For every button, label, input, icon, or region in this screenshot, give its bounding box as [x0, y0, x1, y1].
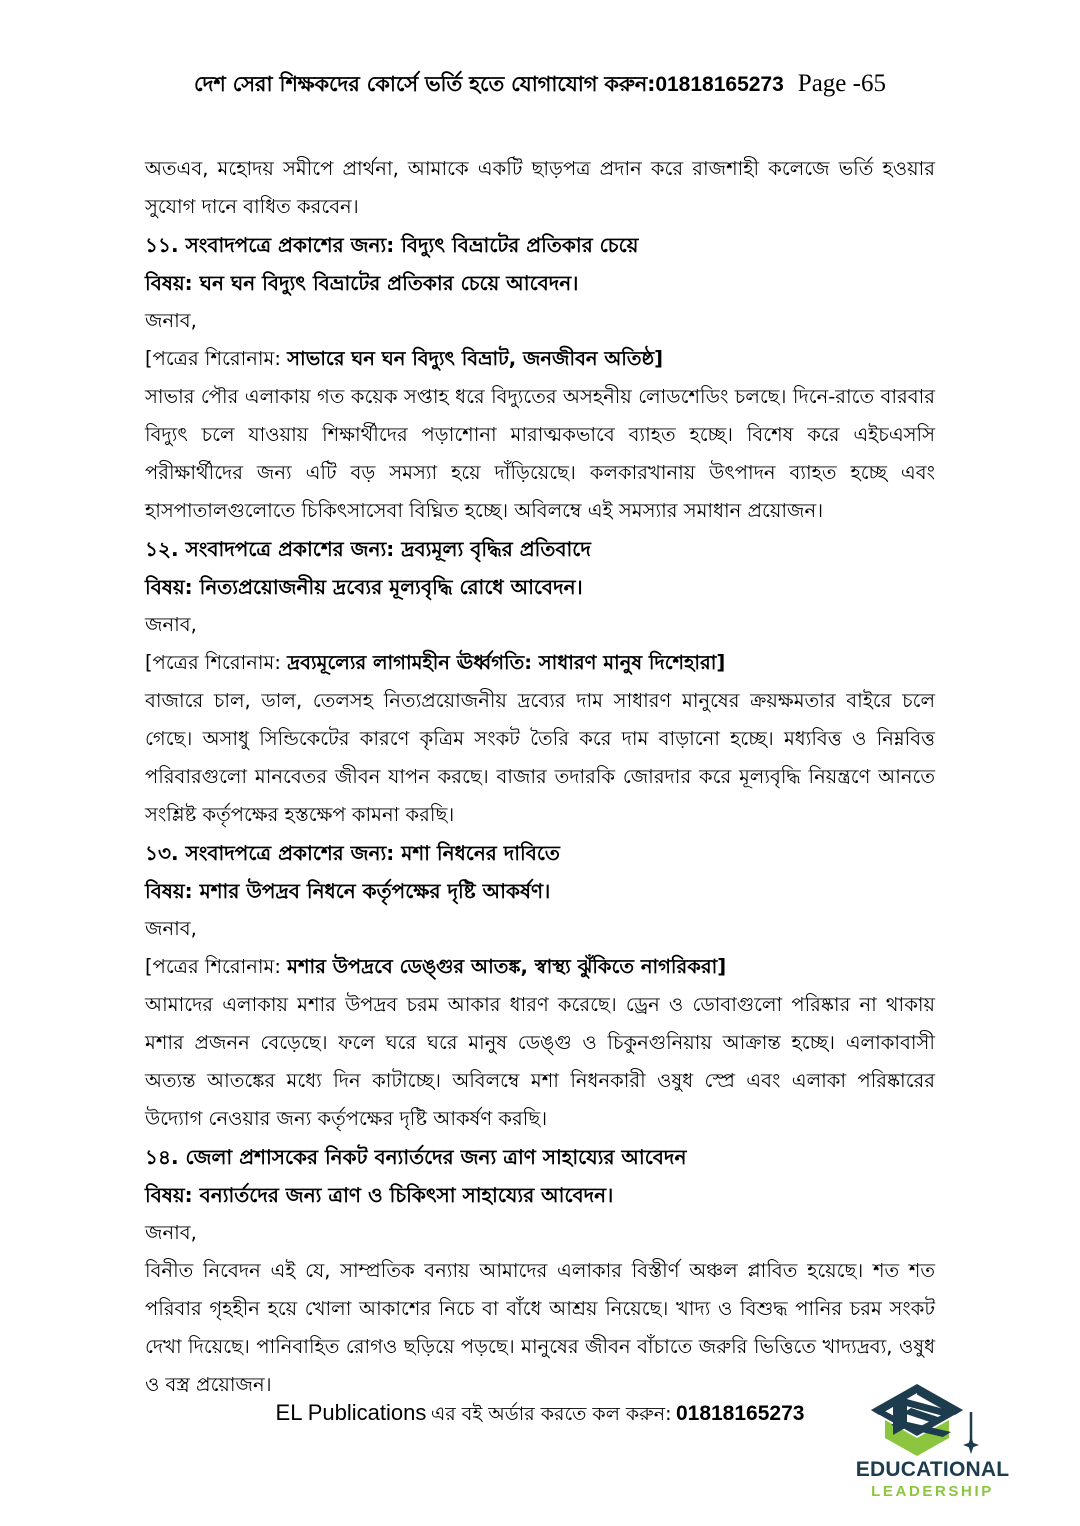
section-salutation: জনাব,	[145, 613, 197, 636]
section-salutation: জনাব,	[145, 917, 197, 940]
section-headline	[145, 644, 935, 682]
section-headline	[145, 340, 935, 378]
footer-bengali-text: এর বই অর্ডার করতে কল করুন:	[430, 1403, 672, 1425]
section-body: বিনীত নিবেদন এই যে, সাম্প্রতিক বন্যায় আমাদের এলাকার বিস্তীর্ণ অঞ্চল প্লাবিত হয়েছে। শত শত পরিবার গৃহহীন হয়ে খোলা আকাশের নিচে বা বাঁধে আশ্রয় নিয়েছে। খাদ্য ও বিশুদ্ধ পানির চরম সংকট দেখা দিয়েছে। পানিবাহিত রোগও ছড়িয়ে পড়ছে। মানুষের জীবন বাঁচাতে জরুরি ভিত্তিতে খাদ্যদ্রব্য, ওষুধ ও বস্ত্র প্রয়োজন।	[145, 1259, 935, 1396]
educational-leadership-logo	[845, 1382, 1020, 1507]
section-salutation: জনাব,	[145, 1221, 197, 1244]
section-body: বাজারে চাল, ডাল, তেলসহ নিত্যপ্রয়োজনীয় দ্রব্যের দাম সাধারণ মানুষের ক্রয়ক্ষমতার বাইরে চলে গেছে। অসাধু সিন্ডিকেটের কারণে কৃত্রিম সংকট তৈরি করে দাম বাড়ানো হচ্ছে। মধ্যবিত্ত ও নিম্নবিত্ত পরিবারগুলো মানবেতর জীবন যাপন করছে। বাজার তদারকি জোরদার করে মূল্যবৃদ্ধি নিয়ন্ত্রণে আনতে সংশ্লিষ্ট কর্তৃপক্ষের হস্তক্ষেপ কামনা করছি।	[145, 689, 935, 826]
intro-paragraph: অতএব, মহোদয় সমীপে প্রার্থনা, আমাকে একটি ছাড়পত্র প্রদান করে রাজশাহী কলেজে ভর্তি হওয়ার সুযোগ দানে বাধিত করবেন।	[145, 157, 935, 218]
section-body: আমাদের এলাকায় মশার উপদ্রব চরম আকার ধারণ করেছে। ড্রেন ও ডোবাগুলো পরিষ্কার না থাকায় মশার প্রজনন বেড়েছে। ফলে ঘরে ঘরে মানুষ ডেঙ্গু ও চিকুনগুনিয়ায় আক্রান্ত হচ্ছে। এলাকাবাসী অত্যন্ত আতঙ্কের মধ্যে দিন কাটাচ্ছে। অবিলম্বে মশা নিধনকারী ওষুধ স্প্রে এবং এলাকা পরিষ্কারের উদ্যোগ নেওয়ার জন্য কর্তৃপক্ষের দৃষ্টি আকর্ষণ করছি।	[145, 993, 935, 1130]
headline-prefix: [পত্রের শিরোনাম:	[145, 955, 281, 978]
page-header	[0, 68, 1080, 103]
graduation-cap-icon	[867, 1382, 992, 1462]
section-14	[145, 1138, 935, 1404]
footer-publisher-name: EL Publications	[275, 1400, 427, 1425]
logo-name-secondary: LEADERSHIP	[871, 1483, 994, 1500]
section-subject: বিষয়: ঘন ঘন বিদ্যুৎ বিভ্রাটের প্রতিকার চেয়ে আবেদন।	[145, 271, 579, 295]
section-salutation: জনাব,	[145, 309, 197, 332]
header-bengali-text: দেশ সেরা শিক্ষকদের কোর্সে ভর্তি হতে যোগাযোগ করুন:	[194, 72, 656, 96]
section-body: সাভার পৌর এলাকায় গত কয়েক সপ্তাহ ধরে বিদ্যুতের অসহনীয় লোডশেডিং চলছে। দিনে-রাতে বারবার বিদ্যুৎ চলে যাওয়ায় শিক্ষার্থীদের পড়াশোনা মারাত্মকভাবে ব্যাহত হচ্ছে। বিশেষ করে এইচএসসি পরীক্ষার্থীদের জন্য এটি বড় সমস্যা হয়ে দাঁড়িয়েছে। কলকারখানায় উৎপাদন ব্যাহত হচ্ছে এবং হাসপাতালগুলোতে চিকিৎসাসেবা বিঘ্নিত হচ্ছে। অবিলম্বে এই সমস্যার সমাধান প্রয়োজন।	[145, 385, 935, 522]
headline-title: দ্রব্যমূল্যের লাগামহীন ঊর্ধ্বগতি: সাধারণ মানুষ দিশেহারা]	[287, 651, 726, 674]
headline-prefix: [পত্রের শিরোনাম:	[145, 347, 281, 370]
section-11	[145, 226, 935, 530]
section-subject: বিষয়: নিত্যপ্রয়োজনীয় দ্রব্যের মূল্যবৃদ্ধি রোধে আবেদন।	[145, 575, 583, 599]
section-heading: ১৩. সংবাদপত্রে প্রকাশের জন্য: মশা নিধনের দাবিতে	[145, 841, 560, 865]
headline-title: সাভারে ঘন ঘন বিদ্যুৎ বিভ্রাট, জনজীবন অতিষ্ঠ]	[287, 347, 664, 370]
logo-name-primary: EDUCATIONAL	[855, 1458, 1010, 1481]
header-phone-number: 01818165273	[655, 73, 784, 96]
section-heading: ১১. সংবাদপত্রে প্রকাশের জন্য: বিদ্যুৎ বিভ্রাটের প্রতিকার চেয়ে	[145, 233, 639, 257]
section-heading: ১২. সংবাদপত্রে প্রকাশের জন্য: দ্রব্যমূল্য বৃদ্ধির প্রতিবাদে	[145, 537, 591, 561]
section-13	[145, 834, 935, 1138]
section-heading: ১৪. জেলা প্রশাসকের নিকট বন্যার্তদের জন্য ত্রাণ সাহায্যের আবেদন	[145, 1145, 687, 1169]
page-number-label: Page -65	[797, 70, 886, 97]
headline-prefix: [পত্রের শিরোনাম:	[145, 651, 281, 674]
page-footer	[0, 1382, 1080, 1502]
section-12	[145, 530, 935, 834]
section-subject: বিষয়: মশার উপদ্রব নিধনে কর্তৃপক্ষের দৃষ্টি আকর্ষণ।	[145, 879, 551, 903]
footer-phone-number: 01818165273	[675, 1402, 805, 1425]
section-headline	[145, 948, 935, 986]
document-content	[145, 150, 935, 1404]
section-subject: বিষয়: বন্যার্তদের জন্য ত্রাণ ও চিকিৎসা সাহায্যের আবেদন।	[145, 1183, 614, 1207]
headline-title: মশার উপদ্রবে ডেঙ্গুর আতঙ্ক, স্বাস্থ্য ঝুঁকিতে নাগরিকরা]	[287, 955, 727, 978]
